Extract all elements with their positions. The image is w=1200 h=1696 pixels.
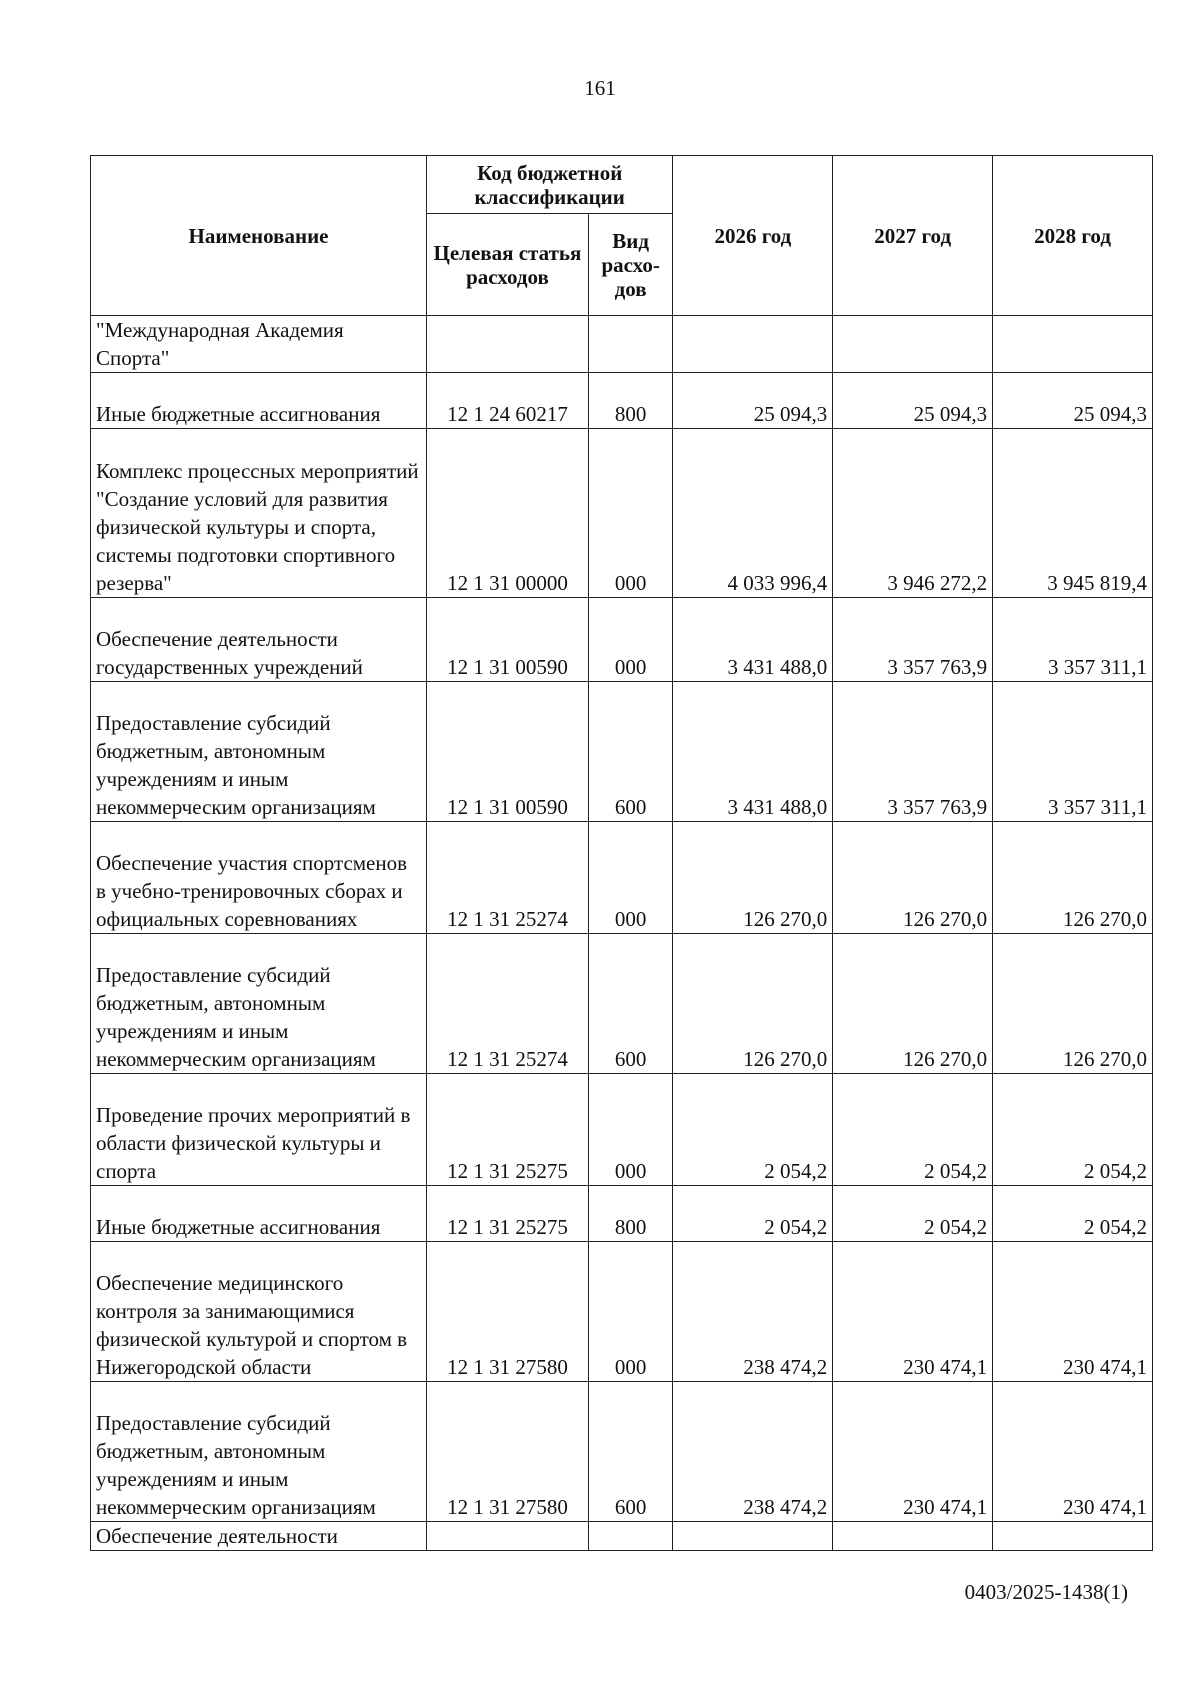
header-expense-type: Вид расхо-дов [588,214,673,316]
row-value-2028: 3 357 311,1 [993,598,1153,682]
table-row [91,1186,1153,1242]
row-expense-type: 000 [588,1242,673,1382]
row-name: Иные бюджетные ассигнования [91,373,427,429]
row-value-2027 [833,1522,993,1551]
row-expense-type: 600 [588,934,673,1074]
page-number: 161 [584,76,616,100]
table-row [91,1074,1153,1186]
row-expense-type: 000 [588,598,673,682]
row-name: Обеспечение участия спортсменов в учебно-тренировочных сборах и официальных соревнованиях [91,822,427,934]
row-value-2026: 238 474,2 [673,1382,833,1522]
row-value-2026: 2 054,2 [673,1186,833,1242]
row-target-article: 12 1 31 00590 [427,598,589,682]
row-target-article: 12 1 31 25275 [427,1074,589,1186]
row-expense-type [588,1522,673,1551]
row-name: Проведение прочих мероприятий в области физической культуры и спорта [91,1074,427,1186]
row-value-2028: 3 945 819,4 [993,429,1153,598]
table-row [91,1382,1153,1522]
row-target-article: 12 1 31 00590 [427,682,589,822]
budget-table [90,155,1153,1551]
table-row [91,682,1153,822]
row-target-article [427,316,589,373]
header-year-2027: 2027 год [833,156,993,316]
row-expense-type: 000 [588,1074,673,1186]
row-name: "Международная Академия Спорта" [91,316,427,373]
row-value-2026 [673,316,833,373]
row-name: Комплекс процессных мероприятий "Создание условий для развития физической культуры и спорта, системы подготовки спортивного резерва" [91,429,427,598]
row-value-2026: 238 474,2 [673,1242,833,1382]
row-value-2026: 3 431 488,0 [673,598,833,682]
row-value-2028: 126 270,0 [993,822,1153,934]
row-expense-type: 600 [588,1382,673,1522]
table-row [91,316,1153,373]
row-target-article: 12 1 31 25275 [427,1186,589,1242]
row-name: Предоставление субсидий бюджетным, автономным учреждениям и иным некоммерческим организациям [91,1382,427,1522]
row-value-2026: 4 033 996,4 [673,429,833,598]
row-target-article: 12 1 31 27580 [427,1382,589,1522]
document-id: 0403/2025-1438(1) [964,1580,1128,1604]
row-value-2027: 25 094,3 [833,373,993,429]
row-value-2028: 2 054,2 [993,1186,1153,1242]
row-value-2027: 126 270,0 [833,934,993,1074]
row-name: Иные бюджетные ассигнования [91,1186,427,1242]
row-name: Обеспечение медицинского контроля за занимающимися физической культурой и спортом в Нижегородской области [91,1242,427,1382]
header-year-2028: 2028 год [993,156,1153,316]
header-year-2026: 2026 год [673,156,833,316]
row-value-2027: 230 474,1 [833,1382,993,1522]
row-value-2026 [673,1522,833,1551]
row-value-2027: 3 946 272,2 [833,429,993,598]
table-row [91,934,1153,1074]
row-expense-type: 000 [588,429,673,598]
row-value-2027: 2 054,2 [833,1074,993,1186]
row-value-2028: 25 094,3 [993,373,1153,429]
row-value-2028: 230 474,1 [993,1382,1153,1522]
row-value-2026: 126 270,0 [673,822,833,934]
row-value-2026: 25 094,3 [673,373,833,429]
row-expense-type: 600 [588,682,673,822]
row-value-2026: 126 270,0 [673,934,833,1074]
row-name: Предоставление субсидий бюджетным, автономным учреждениям и иным некоммерческим организациям [91,934,427,1074]
row-name: Обеспечение деятельности [91,1522,427,1551]
row-value-2028 [993,1522,1153,1551]
header-kbk: Код бюджетной классификации [427,156,673,214]
row-value-2028: 2 054,2 [993,1074,1153,1186]
row-value-2027: 230 474,1 [833,1242,993,1382]
row-target-article: 12 1 31 00000 [427,429,589,598]
row-target-article: 12 1 31 25274 [427,822,589,934]
row-value-2026: 2 054,2 [673,1074,833,1186]
table-row [91,822,1153,934]
row-name: Обеспечение деятельности государственных учреждений [91,598,427,682]
row-value-2028: 126 270,0 [993,934,1153,1074]
row-value-2027: 3 357 763,9 [833,682,993,822]
row-expense-type [588,316,673,373]
row-value-2027: 126 270,0 [833,822,993,934]
row-value-2026: 3 431 488,0 [673,682,833,822]
row-name: Предоставление субсидий бюджетным, автономным учреждениям и иным некоммерческим организациям [91,682,427,822]
table-row [91,598,1153,682]
row-value-2028: 230 474,1 [993,1242,1153,1382]
header-target-article: Целевая статья расходов [427,214,589,316]
row-target-article: 12 1 31 25274 [427,934,589,1074]
row-value-2028 [993,316,1153,373]
header-name: Наименование [91,156,427,316]
row-expense-type: 800 [588,1186,673,1242]
row-target-article: 12 1 24 60217 [427,373,589,429]
table-row [91,373,1153,429]
table-row [91,429,1153,598]
table-row [91,1522,1153,1551]
row-value-2027 [833,316,993,373]
row-target-article: 12 1 31 27580 [427,1242,589,1382]
row-value-2027: 3 357 763,9 [833,598,993,682]
table-row [91,1242,1153,1382]
row-value-2027: 2 054,2 [833,1186,993,1242]
row-expense-type: 000 [588,822,673,934]
row-target-article [427,1522,589,1551]
row-expense-type: 800 [588,373,673,429]
row-value-2028: 3 357 311,1 [993,682,1153,822]
